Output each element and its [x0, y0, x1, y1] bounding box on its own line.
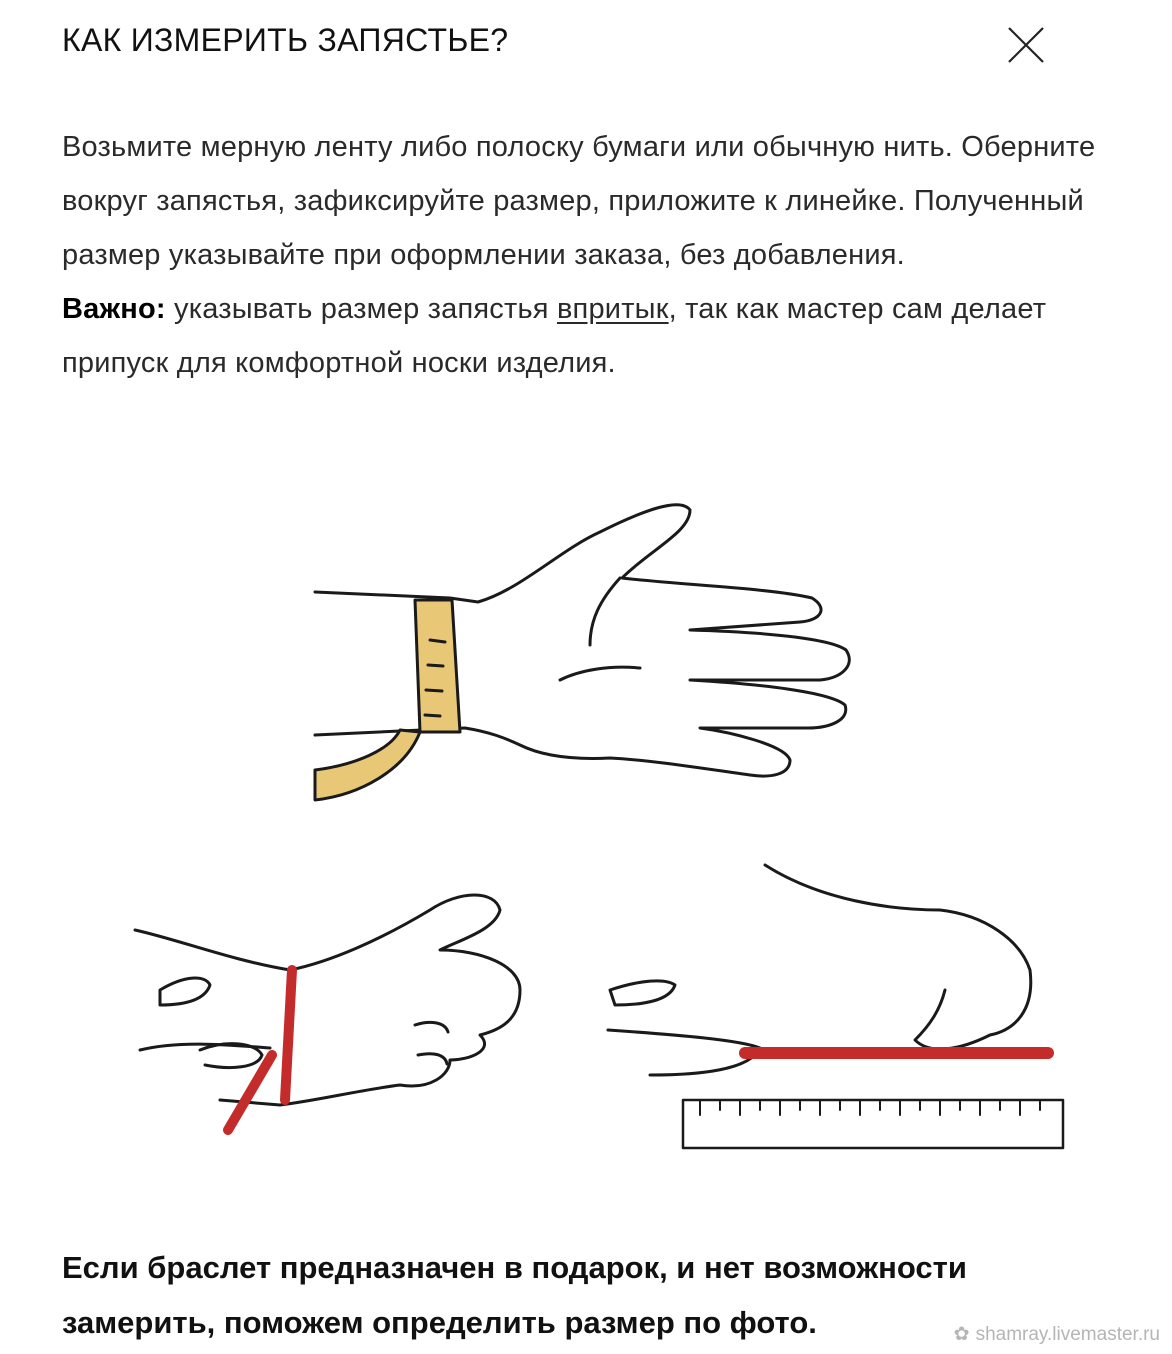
gear-icon: ✿	[953, 1324, 970, 1345]
instructions-text: Возьмите мерную ленту либо полоску бумаги или обычную нить. Оберните вокруг запястья, зафиксируйте размер, приложите к линейке. Полученный размер указывайте при оформлении заказа, без добавления.	[62, 131, 1096, 271]
important-text-before: указывать размер запястья	[165, 293, 557, 325]
hand-with-tape-illustration	[315, 505, 849, 800]
important-link[interactable]: впритык	[556, 293, 669, 325]
wrist-thread-illustration	[135, 895, 520, 1105]
instructions-block	[62, 120, 1132, 390]
important-text-after: , так как мастер сам делает припуск для комфортной носки изделия.	[62, 293, 1047, 379]
important-label: Важно:	[62, 293, 166, 325]
ruler-measurement-illustration	[608, 865, 1063, 1148]
watermark-text: shamray.livemaster.ru	[975, 1323, 1160, 1345]
close-icon[interactable]	[1005, 24, 1047, 66]
gift-note: Если браслет предназначен в подарок, и нет возможности замерить, поможем определить размер по фото.	[62, 1250, 967, 1340]
page-title: КАК ИЗМЕРИТЬ ЗАПЯСТЬЕ?	[62, 22, 509, 58]
measurement-illustration	[0, 470, 1172, 1190]
watermark	[954, 1323, 1160, 1346]
